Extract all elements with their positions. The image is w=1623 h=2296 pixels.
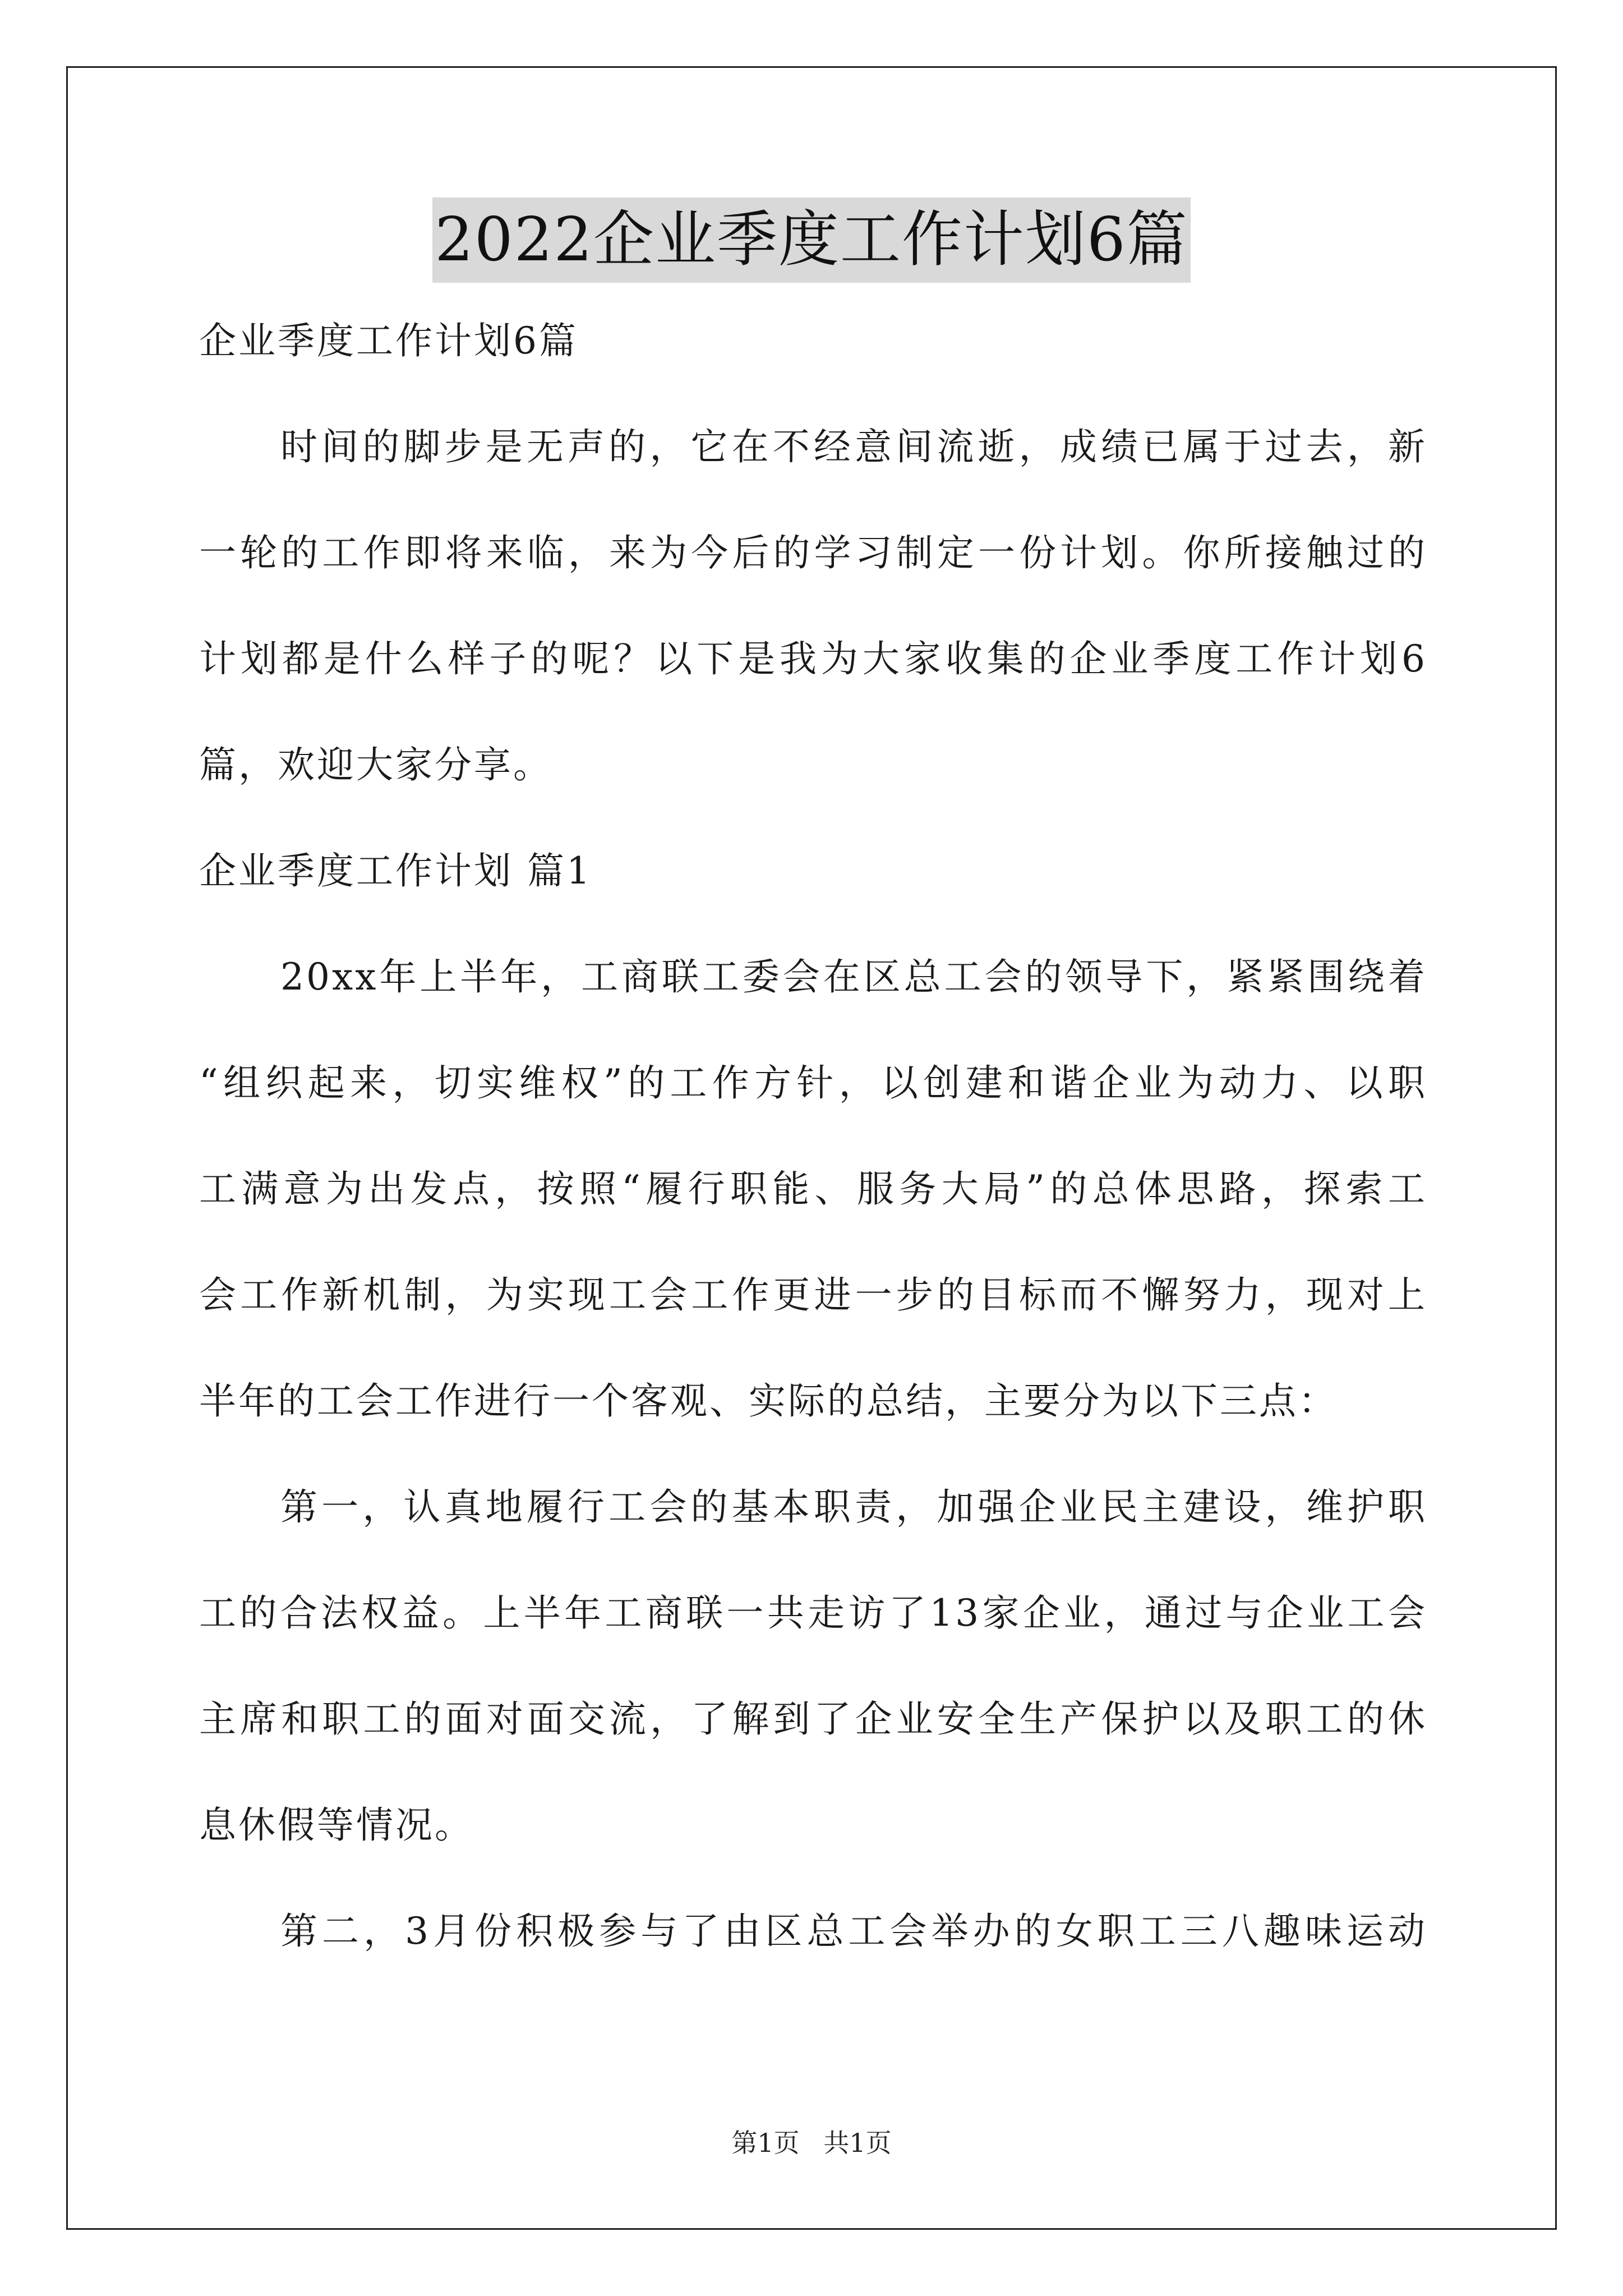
paragraph-line: 篇，欢迎大家分享。 [199, 743, 552, 786]
paragraph-line: 会工作新机制，为实现工会工作更进一步的目标而不懈努力，现对上 [199, 1273, 1427, 1317]
paragraph-line: 主席和职工的面对面交流，了解到了企业安全生产保护以及职工的休 [199, 1697, 1427, 1741]
paragraph-line: 工的合法权益。上半年工商联一共走访了13家企业，通过与企业工会 [199, 1591, 1427, 1635]
paragraph-line: 息休假等情况。 [199, 1803, 474, 1847]
title-container [0, 197, 1623, 283]
paragraph-line: 第一，认真地履行工会的基本职责，加强企业民主建设，维护职 [280, 1485, 1427, 1529]
paragraph-line: 计划都是什么样子的呢？以下是我为大家收集的企业季度工作计划6 [199, 637, 1427, 680]
page-total: 共1页 [823, 2128, 892, 2158]
page-number: 第1页 [731, 2128, 800, 2158]
document-title: 2022企业季度工作计划6篇 [432, 197, 1191, 283]
paragraph-line: 20xx年上半年，工商联工委会在区总工会的领导下，紧紧围绕着 [280, 955, 1427, 999]
paragraph-line: 企业季度工作计划 篇1 [199, 849, 592, 892]
paragraph-line: 工满意为出发点，按照“履行职能、服务大局”的总体思路，探索工 [199, 1167, 1427, 1211]
page-footer [0, 2126, 1623, 2160]
paragraph-line: “组织起来，切实维权”的工作方针，以创建和谐企业为动力、以职 [199, 1061, 1427, 1105]
paragraph-line: 半年的工会工作进行一个客观、实际的总结，主要分为以下三点： [199, 1379, 1338, 1423]
paragraph-line: 一轮的工作即将来临，来为今后的学习制定一份计划。你所接触过的 [199, 531, 1427, 574]
document-body [199, 314, 1427, 2010]
paragraph-line: 时间的脚步是无声的，它在不经意间流逝，成绩已属于过去，新 [280, 425, 1427, 468]
paragraph-line: 第二，3月份积极参与了由区总工会举办的女职工三八趣味运动 [280, 1910, 1427, 1953]
paragraph-line: 企业季度工作计划6篇 [199, 319, 578, 362]
